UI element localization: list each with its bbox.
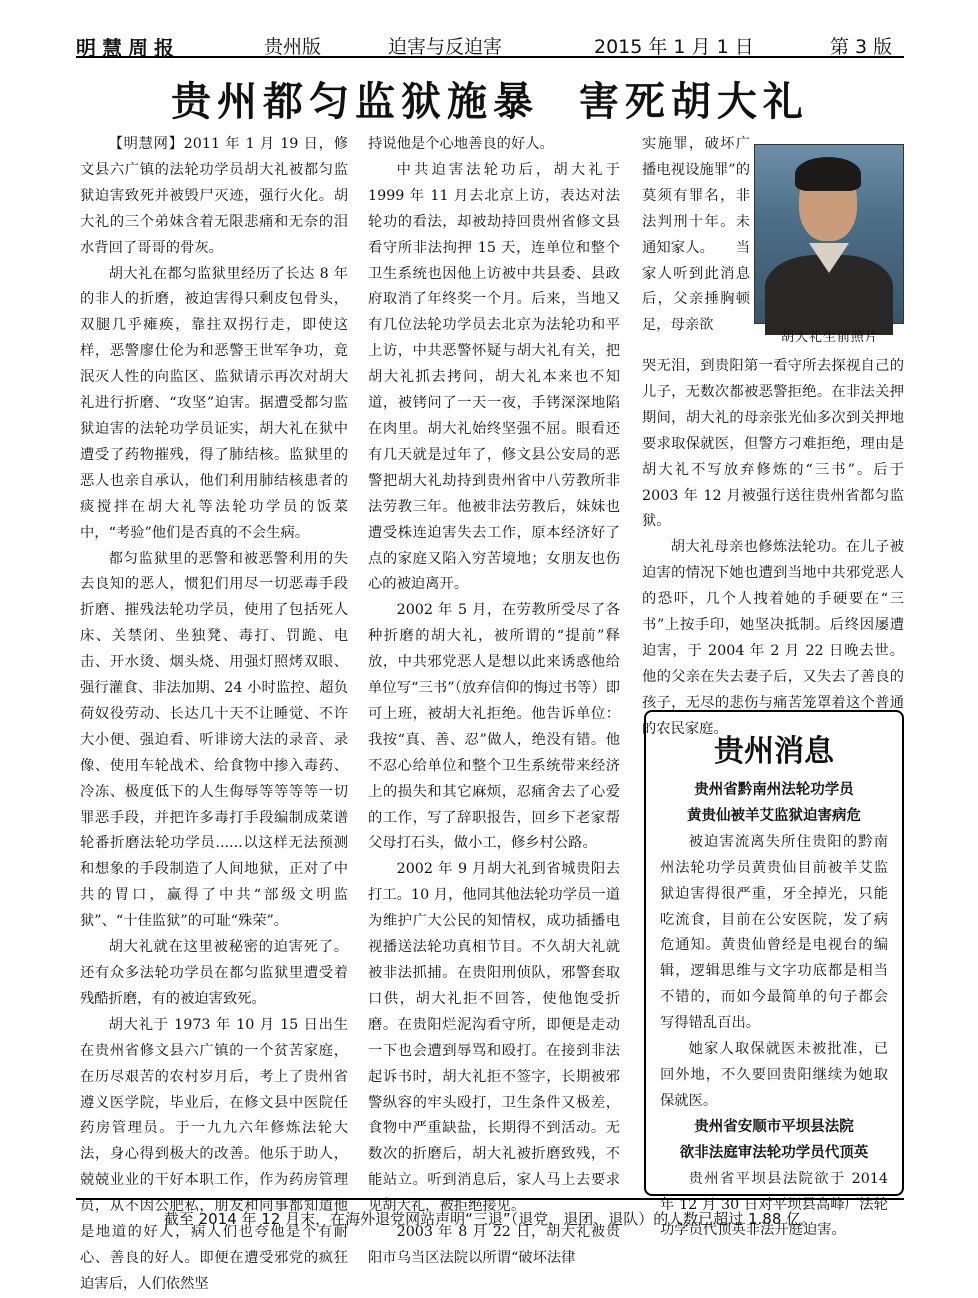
news-box-title: 贵州消息 [714,734,834,769]
page-number: 第 3 版 [830,36,893,58]
paragraph: 都匀监狱里的恶警和被恶警利用的失去良知的恶人，惯犯们用尽一切恶毒手段折磨、摧残法轮功学员，使用了包括死人床、关禁闭、坐独凳、毒打、罚跪、电击、开水烫、烟头烧、用强灯照烤双眼、强行灌食、非法加期、24 小时监控、超负荷奴役劳动、长达几十天不让睡觉、不许大小便、强迫看、听诽谤大法的录音、录像、使用车轮战术、给食物中掺入毒药、冷冻、极度低下的人生侮辱等等等等一切罪恶手段，并把许多毒打手段编制成菜谱轮番折磨法轮功学员......以这样无法预测和想象的手段制造了人间地狱，正对了中共的胃口，赢得了中共“部级文明监狱”、“十佳监狱”的可耻“殊荣”。 [80,550,348,930]
news-headline: 贵州省安顺市平坝县法院 [694,1118,854,1135]
news-headline: 贵州省黔南州法轮功学员 [694,782,854,798]
section-label: 迫害与反迫害 [388,36,503,58]
paragraph: 哭无泪，到贵阳第一看守所去探视自己的儿子，无数次都被恶警拒绝。在非法关押期间，胡大礼的母亲张光仙多次到关押地要求取保就医，但警方刁难拒绝，理由是胡大礼不写放弃修炼的“三书”。后于 2003 年 12 月被强行送往贵州省都匀监狱。 [642,358,904,530]
paragraph: 2002 年 5 月，在劳教所受尽了各种折磨的胡大礼，被所谓的“提前”释放，中共邪党恶人是想以此来诱惑他给单位写“三书”（放弃信仰的悔过书等）即可上班，被胡大礼拒绝。他告诉单位：我按“真、善、忍”做人，绝没有错。他不忍心给单位和整个卫生系统带来经济上的损失和其它麻烦，忍痛舍去了心爱的工作，写了辞职报告，回乡下老家帮父母打石头，做小工，修乡村公路。 [368,602,620,852]
news-headline: 欲非法庭审法轮功学员代顶英 [679,1144,869,1161]
article-title: 贵州都匀监狱施暴 害死胡大礼 [171,79,809,125]
paragraph: 胡大礼就在这里被秘密的迫害死了。还有众多法轮功学员在都匀监狱里遭受着残酷折磨，有的被迫害致死。 [80,939,348,1007]
portrait-photo [754,144,904,324]
edition-label: 贵州版 [264,36,322,58]
news-paragraph: 她家人取保就医未被批准，已回外地，不久要回贵阳继续为她取保就医。 [660,1041,888,1109]
paragraph: 2002 年 9 月胡大礼到省城贵阳去打工。10 月，他同其他法轮功学员一道为维护广大公民的知情权，成功插播电视播送法轮功真相节目。不久胡大礼就被非法抓捕。在贵阳刑侦队，邪警套取口供，胡大礼拒不回答，使他饱受折磨。在贵阳烂泥沟看守所，即便是走动一下也会遭到辱骂和殴打。在接到非法起诉书时，胡大礼拒不签字，长期被邪警纵容的牢头殴打，卫生条件又极差，食物中严重缺盐，长期得不到活动。无数次的折磨后，胡大礼被折磨致残，不能站立。听到消息后，家人马上去要求见胡大礼，被拒绝接见。 [368,861,620,1215]
news-paragraph: 贵州省平坝县法院欲于 2014 年 12 月 30 日对平坝县高峰厂法轮功学员代顶英非法开庭迫害。 [660,1170,888,1239]
paragraph: 中共迫害法轮功后，胡大礼于 1999 年 11 月去北京上访，表达对法轮功的看法，却被劫持回贵州省修文县看守所非法拘押 15 天，连单位和整个卫生系统也因他上访被中共县委、县政府取消了年终奖一个月。后来，当地又有几位法轮功学员去北京为法轮功和平上访，中共恶警怀疑与胡大礼有关，把胡大礼抓去拷问，胡大礼本来也不知道，被铐问了一天一夜，手铐深深地陷在肉里。胡大礼始终坚强不屈。眼看还有几天就是过年了，修文县公安局的恶警把胡大礼劫持到贵州省中八劳教所非法劳教三年。他被非法劳教后，妹妹也遭受株连迫害失去工作，原本经济好了点的家庭又陷入穷苦境地；女朋友也伤心的被迫离开。 [368,161,620,593]
news-paragraph: 被迫害流离失所住贵阳的黔南州法轮功学员黄贵仙目前被羊艾监狱迫害得很严重，牙全掉光，只能吃流食，目前在公安医院，发了病危通知。黄贵仙曾经是电视台的编辑，逻辑思维与文字功底都是相当不错的，而如今最简单的句子都会写得错乱百出。 [660,833,888,1032]
paragraph: 【明慧网】2011 年 1 月 19 日，修文县六广镇的法轮功学员胡大礼被都匀监狱迫害致死并被毁尸灭迹，强行火化。胡大礼的三个弟妹含着无限悲痛和无奈的泪水背回了哥哥的骨灰。 [80,136,348,256]
news-box-body [660,778,888,1244]
page-header [76,28,904,58]
paragraph: 胡大礼在都匀监狱里经历了长达 8 年的非人的折磨，被迫害得只剩皮包骨头，双腿几乎瘫痪，靠拄双拐行走，即使这样，恶警廖仕伦为和恶警王世军争功，竟泯灭人性的向监区、监狱请示再次对胡大礼进行折磨、“攻坚”迫害。据遭受都匀监狱迫害的法轮功学员证实，胡大礼在狱中遭受了药物摧残，得了肺结核。监狱里的恶人也亲自承认，他们利用肺结核患者的痰搅拌在胡大礼等法轮功学员的饭菜中，“考验”他们是否真的不会生病。 [80,265,348,541]
paragraph: 2003 年 8 月 22 日，胡大礼被贵阳市乌当区法院以所谓“破坏法律 [368,1224,620,1266]
issue-date: 2015 年 1 月 1 日 [594,36,754,58]
news-headline: 黄贵仙被羊艾监狱迫害病危 [687,807,861,824]
paragraph: 胡大礼母亲也修炼法轮功。在儿子被迫害的情况下她也遭到当地中共邪党恶人的恐吓，几个人拽着她的手硬要在“三书”上按手印，她坚决抵制。后终因屡遭迫害，于 2004 年 2 月 22 日晚去世。他的父亲在失去妻子后，又失去了善良的孩子，无尽的悲伤与痛苦笼罩着这个普通的农民家庭。 [642,539,904,737]
paragraph: 实施罪，破坏广播电视设施罪”的莫须有罪名，非法判刑十年。未通知家人。 当家人听到此消息后，父亲捶胸顿足，母亲欲 [642,136,750,334]
masthead: 明慧周报 [76,36,180,60]
photo-caption: 胡大礼生前照片 [780,330,879,345]
paragraph: 胡大礼于 1973 年 10 月 15 日出生在贵州省修文县六广镇的一个贫苦家庭，在历尽艰苦的农村岁月后，考上了贵州省遵义医学院，毕业后，在修文县中医院任药房管理员。于一九九六年修炼法轮大法，身心得到极大的改善。他乐于助人，兢兢业业的干好本职工作，作为药房管理员，从不因公肥私，朋友和同事都知道他是地道的好人，病人们也夸他是个有耐心、善良的好人。即便在遭受邪党的疯狂迫害后，人们依然坚 [80,1016,348,1292]
article-column-3-main [642,354,904,737]
news-box [644,710,904,1239]
article-column-1 [80,132,348,1292]
photo-hair-shape [795,157,861,191]
footer-notice: 截至 2014 年 12 月末，在海外退党网站声明“三退”（退党、退团、退队）的人数已超过 1.88 亿。 [76,1198,904,1229]
article-column-3-top [642,132,750,342]
paragraph: 持说他是个心地善良的好人。 [368,136,554,152]
article-column-2 [368,132,620,1266]
